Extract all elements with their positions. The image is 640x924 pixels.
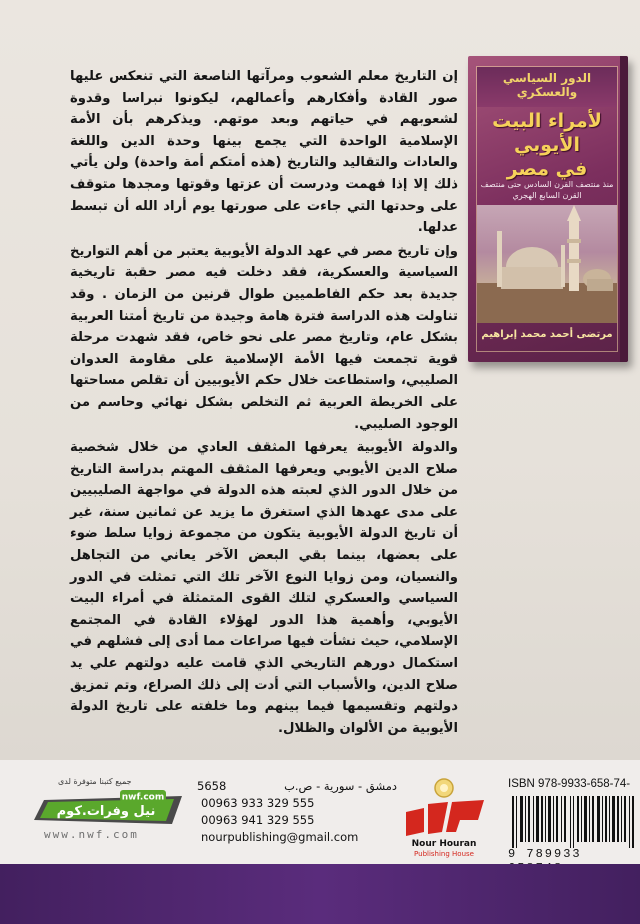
po-box-number: 5658 xyxy=(197,779,227,793)
footer-bar xyxy=(0,864,640,924)
mosque-illustration xyxy=(477,205,617,323)
blurb-paragraph: والدولة الأيوبية يعرفها المثقف العادي من خلال شخصية صلاح الدين الأيوبي ويعرفها المثقف المهتم بدراسة التاريخ من خلال الدور الذي لعبته هذه الدولة في مواجهة الصليبيين على مدى عهدها الذي استغرق ما يزيد عن ثمانين سنة، غير أن تاريخ الدولة الأيوبية يتكون من مجموعة زوايا سلط ضوء على بعضها، بينما بقي البعض الآخر يعاني من التجاهل والنسيان، ومن زوايا النوع الآخر تلك التي تمثلت في الدور السياسي والعسكري لتلك القوى المتمثلة في أمراء البيت الأيوبي، وأهمية هذا الدور لهؤلاء القادة في المجتمع الإسلامي، حيث نشأت فيها صراعات مما أدى إلى فشلهم في استكمال دورهم التاريخي الذي قامت عليه دولتهم علي يد صلاح الدين، والأسباب التي أدت إلى ذلك الصراع، وتم تمزيق دولتهم وتقسيمها فيما بينهم وما خلفته على تاريخ الدولة الأيوبية من الألوان والظلال. xyxy=(70,440,458,736)
barcode-number: 9 789933 xyxy=(508,847,582,861)
address: دمشق - سورية - ص.ب xyxy=(284,779,397,793)
contact-info xyxy=(197,778,397,846)
nwf-logo-icon xyxy=(34,790,182,828)
distributor-url[interactable]: www.nwf.com xyxy=(44,828,139,841)
publisher-name: Nour Houran xyxy=(411,839,477,849)
email[interactable]: nourpublishing@gmail.com xyxy=(201,830,359,844)
phone-1: 00963 933 329 555 xyxy=(201,796,315,810)
book-title-line2: في مصر xyxy=(506,158,588,180)
blurb-text xyxy=(70,66,458,741)
book-cover-thumbnail xyxy=(468,56,628,362)
book-title xyxy=(479,109,615,181)
nwf-logo xyxy=(34,790,182,828)
mosque-skyline-icon xyxy=(477,205,617,323)
blurb-paragraph: إن التاريخ معلم الشعوب ومرآتها الناصعة التي تنعكس عليها صور القادة وأفكارهم وأعمالهم، ليكونوا نبراسا وقدوة لشعوبهم في حياتهم وبعد موتهم. ويذكرهم بأن الأمة الإسلامية الواحدة التي يجمع بينها وحدة الدين واللغة والعادات والتقاليد والتاريخ (هذه أمتكم أمة واحدة) ولن يأتي ذلك إلا إذا فهمت ودرست أن عزتها وقوتها ومجدها متوقف على وحدتها التي جاءت على صورتها يوم أراد الله أن تبسط عدلها. xyxy=(70,69,458,236)
book-spine xyxy=(620,56,628,362)
nwf-badge-text: nwf.com xyxy=(121,792,165,803)
distributor-tagline: جميع كتبنا متوفرة لدى xyxy=(58,777,132,786)
book-title-line1: لأمراء البيت الأيوبي xyxy=(492,110,602,156)
blurb-paragraph: وإن تاريخ مصر في عهد الدولة الأيوبية يعتبر من أهم التواريخ السياسية والعسكرية، فقد دخلت فيه مصر حقبة تاريخية جديدة بعد حكم الفاطميين طوال قرنين من الزمان . وقد تناولت هذه الدراسة فترة هامة وجيدة من تاريخ أمتنا العربية بشكل عام، وتاريخ مصر على نحو خاص، فقد شهدت مرحلة قوية تجمعت فيها الأمة الإسلامية على مقاومة العدوان الصليبي، واستطاعت خلال حكم الأيوبيين أن تقلص مساحتها على الخريطة العربية ثم التخلص بشكل نهائي وحاسم من الوجود الصليبي. xyxy=(70,243,458,432)
nour-houran-logo-icon xyxy=(398,774,490,860)
address-row xyxy=(197,778,397,795)
book-subtitle: منذ منتصف القرن السادس حتى منتصف القرن السابع الهجري xyxy=(480,180,614,200)
publisher-logo xyxy=(398,774,490,860)
book-series-title: الدور السياسي والعسكري xyxy=(502,71,592,99)
book-cover-frame xyxy=(476,66,618,352)
barcode-icon xyxy=(508,796,640,848)
nwf-logo-text: نيل وفرات.كوم xyxy=(56,804,156,819)
phone-2: 00963 941 329 555 xyxy=(201,813,315,827)
isbn-label: ISBN 978-9933-658-74- xyxy=(508,778,631,790)
publisher-subname: Publishing House xyxy=(414,850,474,858)
book-author: مرتضى أحمد محمد إبراهيم xyxy=(481,329,613,340)
